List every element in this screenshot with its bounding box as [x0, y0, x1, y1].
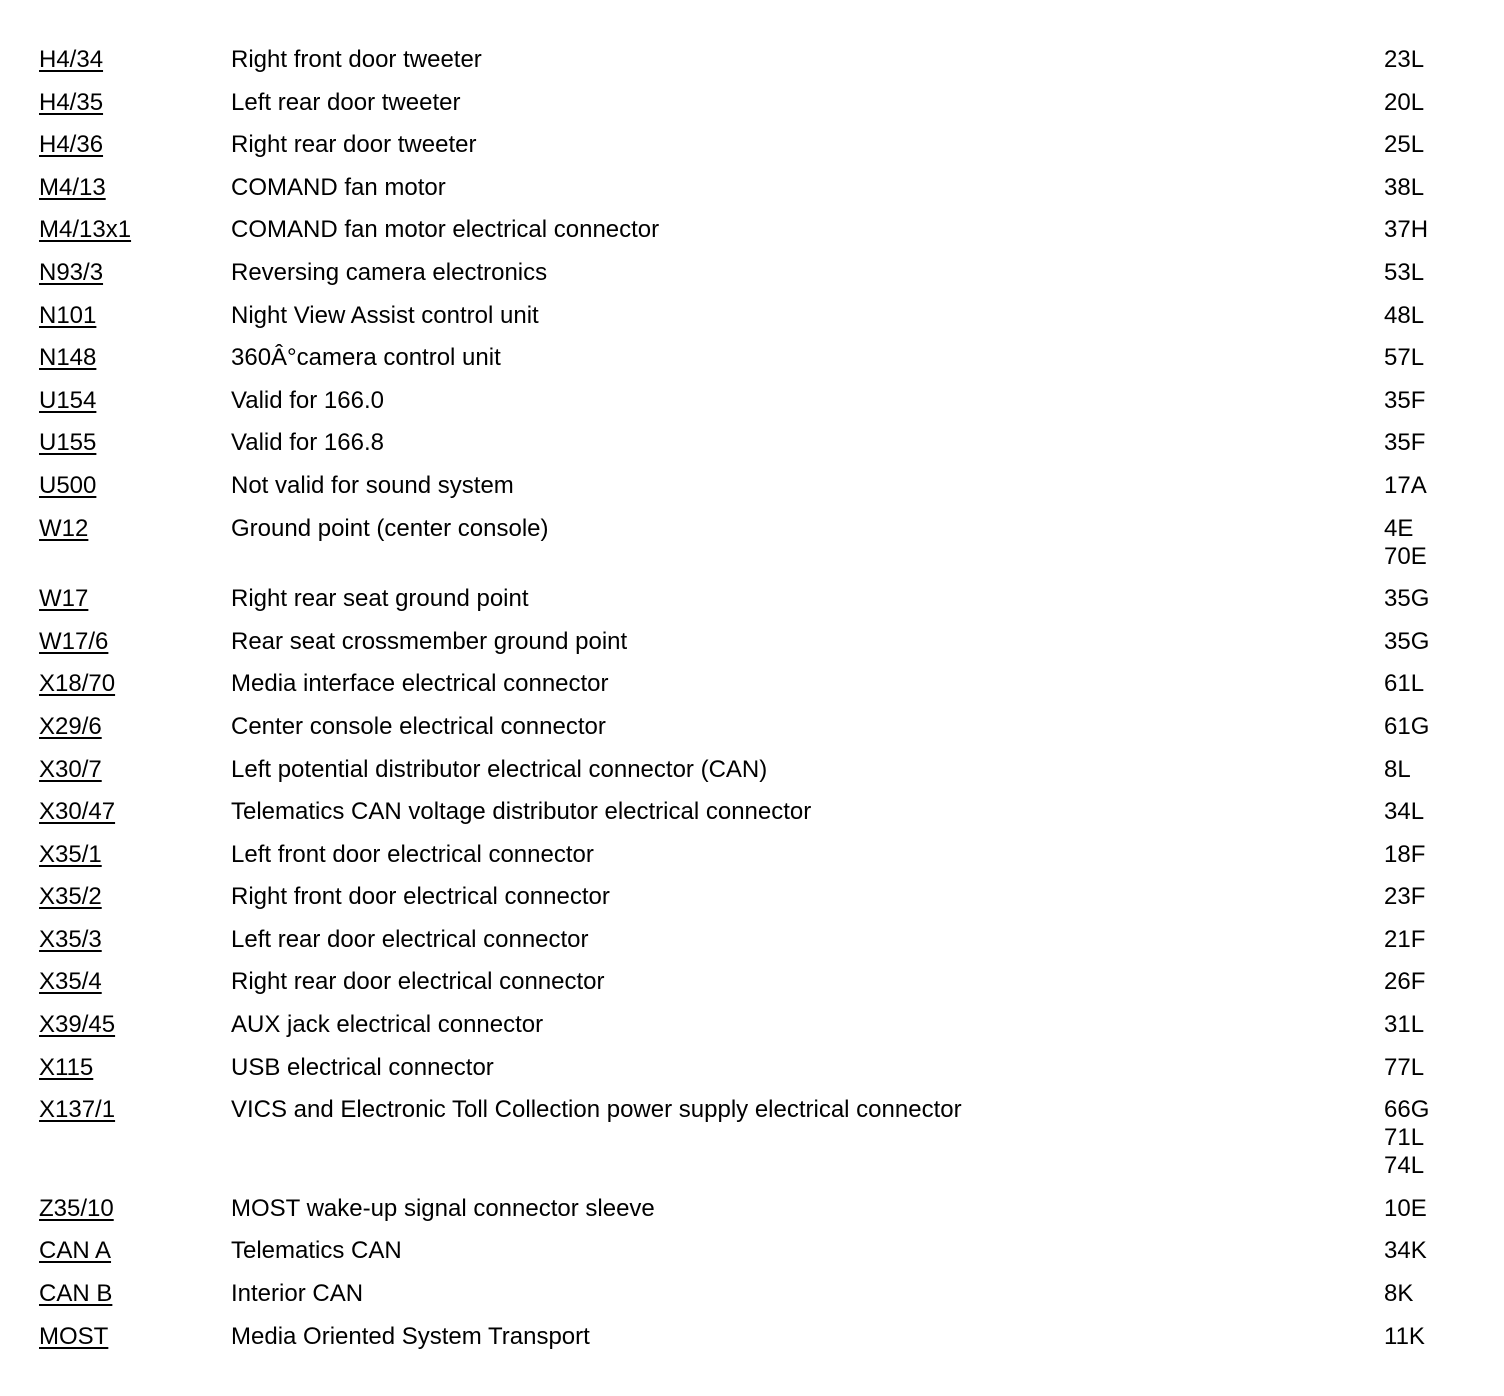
grid-reference: 71L	[1384, 1124, 1425, 1152]
grid-reference: 10E	[1384, 1194, 1427, 1222]
grid-references	[1384, 713, 1429, 741]
legend-row	[0, 259, 1504, 287]
grid-reference: 17A	[1384, 471, 1427, 499]
grid-reference: 31L	[1384, 1011, 1425, 1039]
legend-row	[0, 926, 1504, 954]
grid-references	[1384, 131, 1424, 159]
grid-references	[1384, 628, 1429, 656]
component-code-link[interactable]: M4/13	[39, 173, 106, 201]
component-code-link[interactable]: W17/6	[39, 627, 109, 655]
grid-references	[1384, 1195, 1427, 1223]
component-code-link[interactable]: X30/47	[39, 798, 116, 826]
component-code-link[interactable]: X115	[39, 1053, 94, 1081]
grid-reference: 53L	[1384, 258, 1425, 286]
component-description: Telematics CAN	[231, 1237, 402, 1265]
component-code-link[interactable]: X29/6	[39, 712, 102, 740]
grid-reference: 70E	[1384, 542, 1427, 570]
component-code-link[interactable]: Z35/10	[39, 1194, 114, 1222]
grid-reference: 34K	[1384, 1237, 1427, 1265]
component-code-link[interactable]: CAN A	[39, 1237, 112, 1265]
legend-row	[0, 968, 1504, 996]
grid-references	[1384, 1280, 1413, 1308]
component-description: Not valid for sound system	[231, 471, 514, 499]
component-description: Valid for 166.0	[231, 386, 384, 414]
grid-reference: 35F	[1384, 386, 1426, 414]
legend-row	[0, 387, 1504, 415]
component-description: Left potential distributor electrical connector (CAN)	[231, 755, 768, 783]
component-code-link[interactable]: X35/4	[39, 968, 102, 996]
grid-reference: 21F	[1384, 925, 1426, 953]
component-description: Left rear door electrical connector	[231, 925, 589, 953]
grid-references	[1384, 344, 1424, 372]
component-code-link[interactable]: W12	[39, 514, 89, 542]
grid-references	[1384, 585, 1429, 613]
legend-row	[0, 670, 1504, 698]
component-description: COMAND fan motor	[231, 173, 446, 201]
component-code-link[interactable]: N101	[39, 301, 97, 329]
legend-row	[0, 1323, 1504, 1351]
grid-references	[1384, 1096, 1429, 1180]
grid-reference: 38L	[1384, 173, 1425, 201]
component-description: VICS and Electronic Toll Collection power supply electrical connector	[231, 1096, 962, 1124]
legend-row	[0, 472, 1504, 500]
legend-row	[0, 302, 1504, 330]
grid-reference: 23L	[1384, 46, 1425, 73]
grid-reference: 20L	[1384, 88, 1425, 116]
legend-row	[0, 713, 1504, 741]
component-description: Reversing camera electronics	[231, 258, 548, 286]
legend-row	[0, 429, 1504, 457]
component-code-link[interactable]: H4/36	[39, 131, 104, 159]
grid-reference: 18F	[1384, 840, 1426, 868]
grid-references	[1384, 968, 1425, 996]
component-code-link[interactable]: M4/13x1	[39, 216, 132, 244]
component-code-link[interactable]: U154	[39, 386, 97, 414]
component-description: Right rear door tweeter	[231, 131, 477, 159]
component-code-link[interactable]: X18/70	[39, 670, 116, 698]
legend-row	[0, 89, 1504, 117]
component-code-link[interactable]: W17	[39, 585, 89, 613]
grid-reference: 4E	[1384, 514, 1414, 542]
component-code-link[interactable]: N93/3	[39, 258, 104, 286]
component-code-link[interactable]: H4/34	[39, 46, 104, 73]
grid-reference: 37H	[1384, 216, 1429, 244]
grid-reference: 26F	[1384, 968, 1426, 996]
legend-row	[0, 756, 1504, 784]
grid-references	[1384, 670, 1424, 698]
component-code-link[interactable]: U155	[39, 429, 97, 457]
component-code-link[interactable]: X30/7	[39, 755, 102, 783]
grid-references	[1384, 1237, 1427, 1265]
grid-references	[1384, 756, 1411, 784]
legend-row	[0, 883, 1504, 911]
grid-reference: 61L	[1384, 670, 1425, 698]
grid-references	[1384, 472, 1427, 500]
component-description: Interior CAN	[231, 1280, 364, 1308]
legend-row	[0, 1237, 1504, 1265]
component-description: Right rear seat ground point	[231, 585, 529, 613]
grid-references	[1384, 515, 1427, 571]
grid-references	[1384, 429, 1425, 457]
grid-reference: 35F	[1384, 429, 1426, 457]
grid-reference: 35G	[1384, 627, 1430, 655]
grid-references	[1384, 259, 1424, 287]
component-code-link[interactable]: H4/35	[39, 88, 104, 116]
grid-references	[1384, 46, 1424, 74]
grid-reference: 61G	[1384, 712, 1430, 740]
component-description: Left front door electrical connector	[231, 840, 594, 868]
component-description: Media interface electrical connector	[231, 670, 609, 698]
grid-reference: 34L	[1384, 798, 1425, 826]
component-description: Rear seat crossmember ground point	[231, 627, 628, 655]
component-code-link[interactable]: MOST	[39, 1322, 109, 1350]
grid-reference: 35G	[1384, 585, 1430, 613]
grid-reference: 8K	[1384, 1280, 1414, 1308]
component-description: Left rear door tweeter	[231, 88, 461, 116]
component-code-link[interactable]: U500	[39, 471, 97, 499]
grid-references	[1384, 883, 1425, 911]
legend-row	[0, 46, 1504, 74]
legend-row	[0, 216, 1504, 244]
grid-reference: 66G	[1384, 1096, 1430, 1124]
component-code-link[interactable]: CAN B	[39, 1280, 113, 1308]
component-code-link[interactable]: X35/1	[39, 840, 102, 868]
legend-row	[0, 798, 1504, 826]
grid-references	[1384, 89, 1424, 117]
grid-reference: 57L	[1384, 344, 1425, 372]
legend-row	[0, 174, 1504, 202]
grid-reference: 48L	[1384, 301, 1425, 329]
component-code-link[interactable]: X35/2	[39, 883, 102, 911]
component-description: COMAND fan motor electrical connector	[231, 216, 660, 244]
component-code-link[interactable]: X137/1	[39, 1096, 116, 1124]
component-description: Center console electrical connector	[231, 712, 606, 740]
component-description: Ground point (center console)	[231, 514, 549, 542]
legend-row	[0, 1011, 1504, 1039]
grid-references	[1384, 302, 1424, 330]
legend-row	[0, 1280, 1504, 1308]
legend-row	[0, 1096, 1504, 1180]
legend-row	[0, 131, 1504, 159]
grid-references	[1384, 1054, 1424, 1082]
grid-references	[1384, 387, 1425, 415]
component-description: Night View Assist control unit	[231, 301, 539, 329]
grid-reference: 77L	[1384, 1053, 1425, 1081]
grid-references	[1384, 1011, 1424, 1039]
legend-row	[0, 1195, 1504, 1223]
legend-row	[0, 628, 1504, 656]
grid-references	[1384, 174, 1424, 202]
component-description: AUX jack electrical connector	[231, 1011, 544, 1039]
grid-references	[1384, 841, 1425, 869]
component-description: Right rear door electrical connector	[231, 968, 605, 996]
grid-reference: 74L	[1384, 1152, 1425, 1180]
component-description: Telematics CAN voltage distributor electrical connector	[231, 798, 812, 826]
legend-row	[0, 841, 1504, 869]
component-code-link[interactable]: N148	[39, 344, 97, 372]
legend-row	[0, 344, 1504, 372]
grid-references	[1384, 926, 1425, 954]
legend-row	[0, 1054, 1504, 1082]
grid-references	[1384, 216, 1428, 244]
component-description: Valid for 166.8	[231, 429, 384, 457]
component-code-link[interactable]: X39/45	[39, 1011, 116, 1039]
grid-references	[1384, 1323, 1425, 1351]
component-description: 360Â°camera control unit	[231, 344, 501, 372]
component-description: Media Oriented System Transport	[231, 1322, 590, 1350]
grid-reference: 23F	[1384, 883, 1426, 911]
component-description: USB electrical connector	[231, 1053, 494, 1081]
component-description: Right front door tweeter	[231, 46, 482, 73]
legend-row	[0, 585, 1504, 613]
grid-reference: 11K	[1384, 1322, 1425, 1350]
grid-reference: 25L	[1384, 131, 1425, 159]
grid-reference: 8L	[1384, 755, 1411, 783]
legend-row	[0, 515, 1504, 571]
component-description: MOST wake-up signal connector sleeve	[231, 1194, 655, 1222]
grid-references	[1384, 798, 1424, 826]
component-description: Right front door electrical connector	[231, 883, 610, 911]
component-code-link[interactable]: X35/3	[39, 925, 102, 953]
